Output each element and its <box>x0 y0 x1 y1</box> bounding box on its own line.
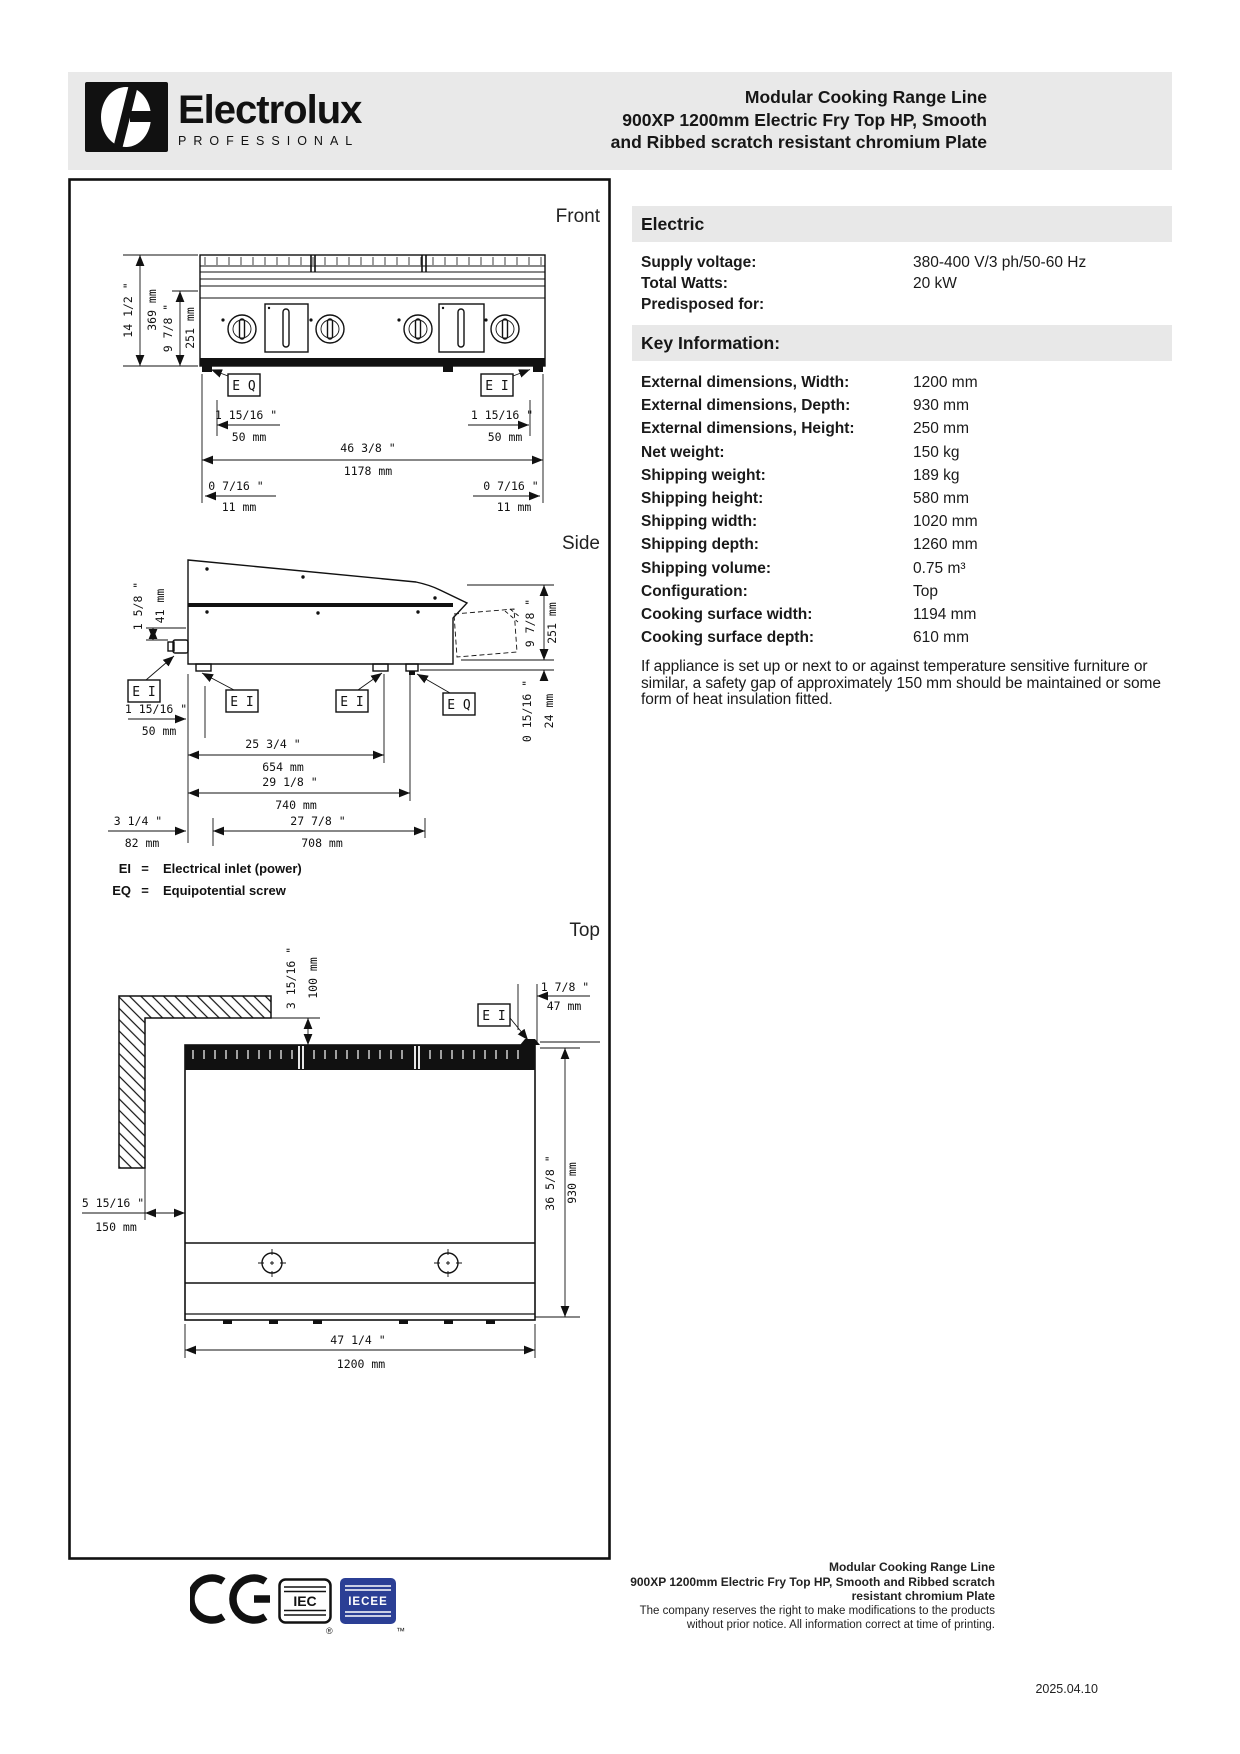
front-offset-left-mm: 50 mm <box>231 430 267 444</box>
top-gap-mm: 100 mm <box>306 957 320 999</box>
footer-title-line-3: resistant chromium Plate <box>851 1589 995 1603</box>
print-date: 2025.04.10 <box>1035 1682 1098 1696</box>
spec-row: External dimensions, Height: 250 mm <box>641 420 969 438</box>
iecee-logo-icon <box>340 1578 396 1624</box>
footer-disclaimer-line-2: without prior notice. All information correct at time of printing. <box>686 1618 995 1631</box>
side-span1-in: 25 3/4 " <box>245 737 301 751</box>
front-foot-left-in: 0 7/16 " <box>208 479 264 493</box>
front-foot-left-mm: 11 mm <box>221 500 257 514</box>
key-information-heading: Key Information: <box>641 333 781 353</box>
side-offset-mm: 50 mm <box>141 724 177 738</box>
top-ei-offset-mm: 47 mm <box>546 999 582 1013</box>
svg-text:=: = <box>141 861 149 876</box>
drawing-frame-border <box>70 180 610 1559</box>
spec-row: Shipping width: 1020 mm <box>641 513 978 531</box>
spec-row: Supply voltage: 380-400 V/3 ph/50-60 Hz <box>641 254 1087 271</box>
eq-marker-label: E Q <box>232 379 256 394</box>
side-span2-mm: 740 mm <box>275 798 317 812</box>
ce-mark-icon <box>190 1572 278 1626</box>
electric-section-header <box>632 206 1172 242</box>
key-information-section-header <box>632 325 1172 361</box>
legend-code-ei: EI <box>118 861 131 876</box>
svg-text:E I: E I <box>230 695 254 710</box>
svg-text:E I: E I <box>132 685 156 700</box>
spec-row: Cooking surface width: 1194 mm <box>641 606 977 624</box>
side-depth-mm: 708 mm <box>301 836 343 850</box>
electric-rows <box>641 252 1172 315</box>
electric-heading: Electric <box>641 214 705 234</box>
front-offset-right-mm: 50 mm <box>487 430 523 444</box>
brand-sub-wordmark: PROFESSIONAL <box>178 134 360 148</box>
svg-text:E I: E I <box>482 1009 506 1024</box>
document-title <box>611 86 987 154</box>
spec-row: External dimensions, Depth: 930 mm <box>641 397 969 415</box>
safety-note: If appliance is set up or next to or against temperature sensitive furniture or similar, a safety gap of approximately 150 mm should be maintained or some form of heat insulation fitted. <box>641 658 1161 709</box>
front-body-height-mm: 251 mm <box>183 307 197 349</box>
key-information-rows <box>641 371 1172 649</box>
side-foot-in: 0 15/16 " <box>520 679 534 743</box>
front-view-label: Front <box>555 206 600 227</box>
front-offset-right-in: 1 15/16 " <box>470 408 534 422</box>
legend-desc-eq: Equipotential screw <box>163 883 286 898</box>
side-view-label: Side <box>561 533 600 554</box>
spec-row: Predisposed for: <box>641 296 765 313</box>
front-foot-right-in: 0 7/16 " <box>483 479 539 493</box>
top-width-mm: 1200 mm <box>336 1357 386 1371</box>
top-side-gap-mm: 150 mm <box>95 1220 137 1234</box>
spec-row: Shipping height: 580 mm <box>641 490 969 508</box>
side-front-offset-mm: 82 mm <box>124 836 160 850</box>
footer-title-line-2: 900XP 1200mm Electric Fry Top HP, Smooth and Ribbed scratch <box>630 1574 995 1589</box>
footer-disclaimer-line-1: The company reserves the right to make modifications to the products <box>639 1604 995 1617</box>
top-depth-in: 36 5/8 " <box>543 1155 557 1211</box>
svg-text:IEC: IEC <box>293 1593 317 1609</box>
footer-title-line-1: Modular Cooking Range Line <box>828 1560 995 1574</box>
side-depth-in: 27 7/8 " <box>290 814 346 828</box>
front-offset-left-in: 1 15/16 " <box>214 408 278 422</box>
title-line-3: and Ribbed scratch resistant chromium Plate <box>610 132 987 152</box>
top-width-in: 47 1/4 " <box>330 1333 386 1347</box>
front-width-in: 46 3/8 " <box>340 441 396 455</box>
spec-row: Total Watts: 20 kW <box>641 275 957 292</box>
front-width-mm: 1178 mm <box>343 464 393 478</box>
legend-desc-ei: Electrical inlet (power) <box>163 861 302 876</box>
technical-drawing <box>68 178 611 1560</box>
side-front-offset-in: 3 1/4 " <box>113 814 163 828</box>
iec-logo-icon <box>278 1578 332 1624</box>
svg-text:E I: E I <box>340 695 364 710</box>
spec-row: Shipping weight: 189 kg <box>641 466 960 484</box>
info-panel <box>632 206 1172 709</box>
side-span1-mm: 654 mm <box>262 760 304 774</box>
trademark-mark: ™ <box>396 1626 405 1636</box>
top-view-label: Top <box>569 920 600 941</box>
svg-text:IECEE: IECEE <box>348 1596 388 1608</box>
top-side-gap-in: 5 15/16 " <box>81 1196 145 1210</box>
front-foot-right-mm: 11 mm <box>496 500 532 514</box>
front-body-height-in: 9 7/8 " <box>161 303 175 353</box>
side-foot-mm: 24 mm <box>542 693 556 729</box>
title-line-1: Modular Cooking Range Line <box>744 87 987 107</box>
top-gap-in: 3 15/16 " <box>284 946 298 1010</box>
spec-row: External dimensions, Width: 1200 mm <box>641 374 978 391</box>
legend-code-eq: EQ <box>112 883 131 898</box>
electrolux-logo-icon <box>85 82 168 152</box>
title-line-2: 900XP 1200mm Electric Fry Top HP, Smooth <box>622 109 987 130</box>
header-band <box>68 72 1172 170</box>
top-ei-offset-in: 1 7/8 " <box>540 980 590 994</box>
svg-text:E Q: E Q <box>447 698 471 713</box>
front-plinth <box>200 358 545 366</box>
side-offset-in: 1 15/16 " <box>124 702 188 716</box>
spec-row: Shipping volume: 0.75 m³ <box>641 559 966 577</box>
spec-row: Shipping depth: 1260 mm <box>641 536 978 554</box>
registered-mark: ® <box>326 1626 333 1636</box>
top-depth-mm: 930 mm <box>565 1162 579 1204</box>
brand-wordmark: Electrolux <box>178 88 362 132</box>
footer-text <box>630 1560 995 1632</box>
side-span2-in: 29 1/8 " <box>262 775 318 789</box>
side-body-in: 9 7/8 " <box>523 598 537 648</box>
spec-row: Cooking surface depth: 610 mm <box>641 629 969 647</box>
side-inlet-mm: 41 mm <box>153 588 167 624</box>
front-height-in: 14 1/2 " <box>121 282 135 338</box>
svg-text:=: = <box>141 883 149 898</box>
ei-marker-label: E I <box>485 379 509 394</box>
electrolux-logo <box>85 82 361 152</box>
front-height-mm: 369 mm <box>145 289 159 331</box>
spec-row: Net weight: 150 kg <box>641 443 960 461</box>
top-unit-outline <box>185 1045 535 1320</box>
spec-row: Configuration: Top <box>641 582 938 600</box>
side-body-mm: 251 mm <box>545 602 559 644</box>
side-inlet-in: 1 5/8 " <box>131 581 145 631</box>
